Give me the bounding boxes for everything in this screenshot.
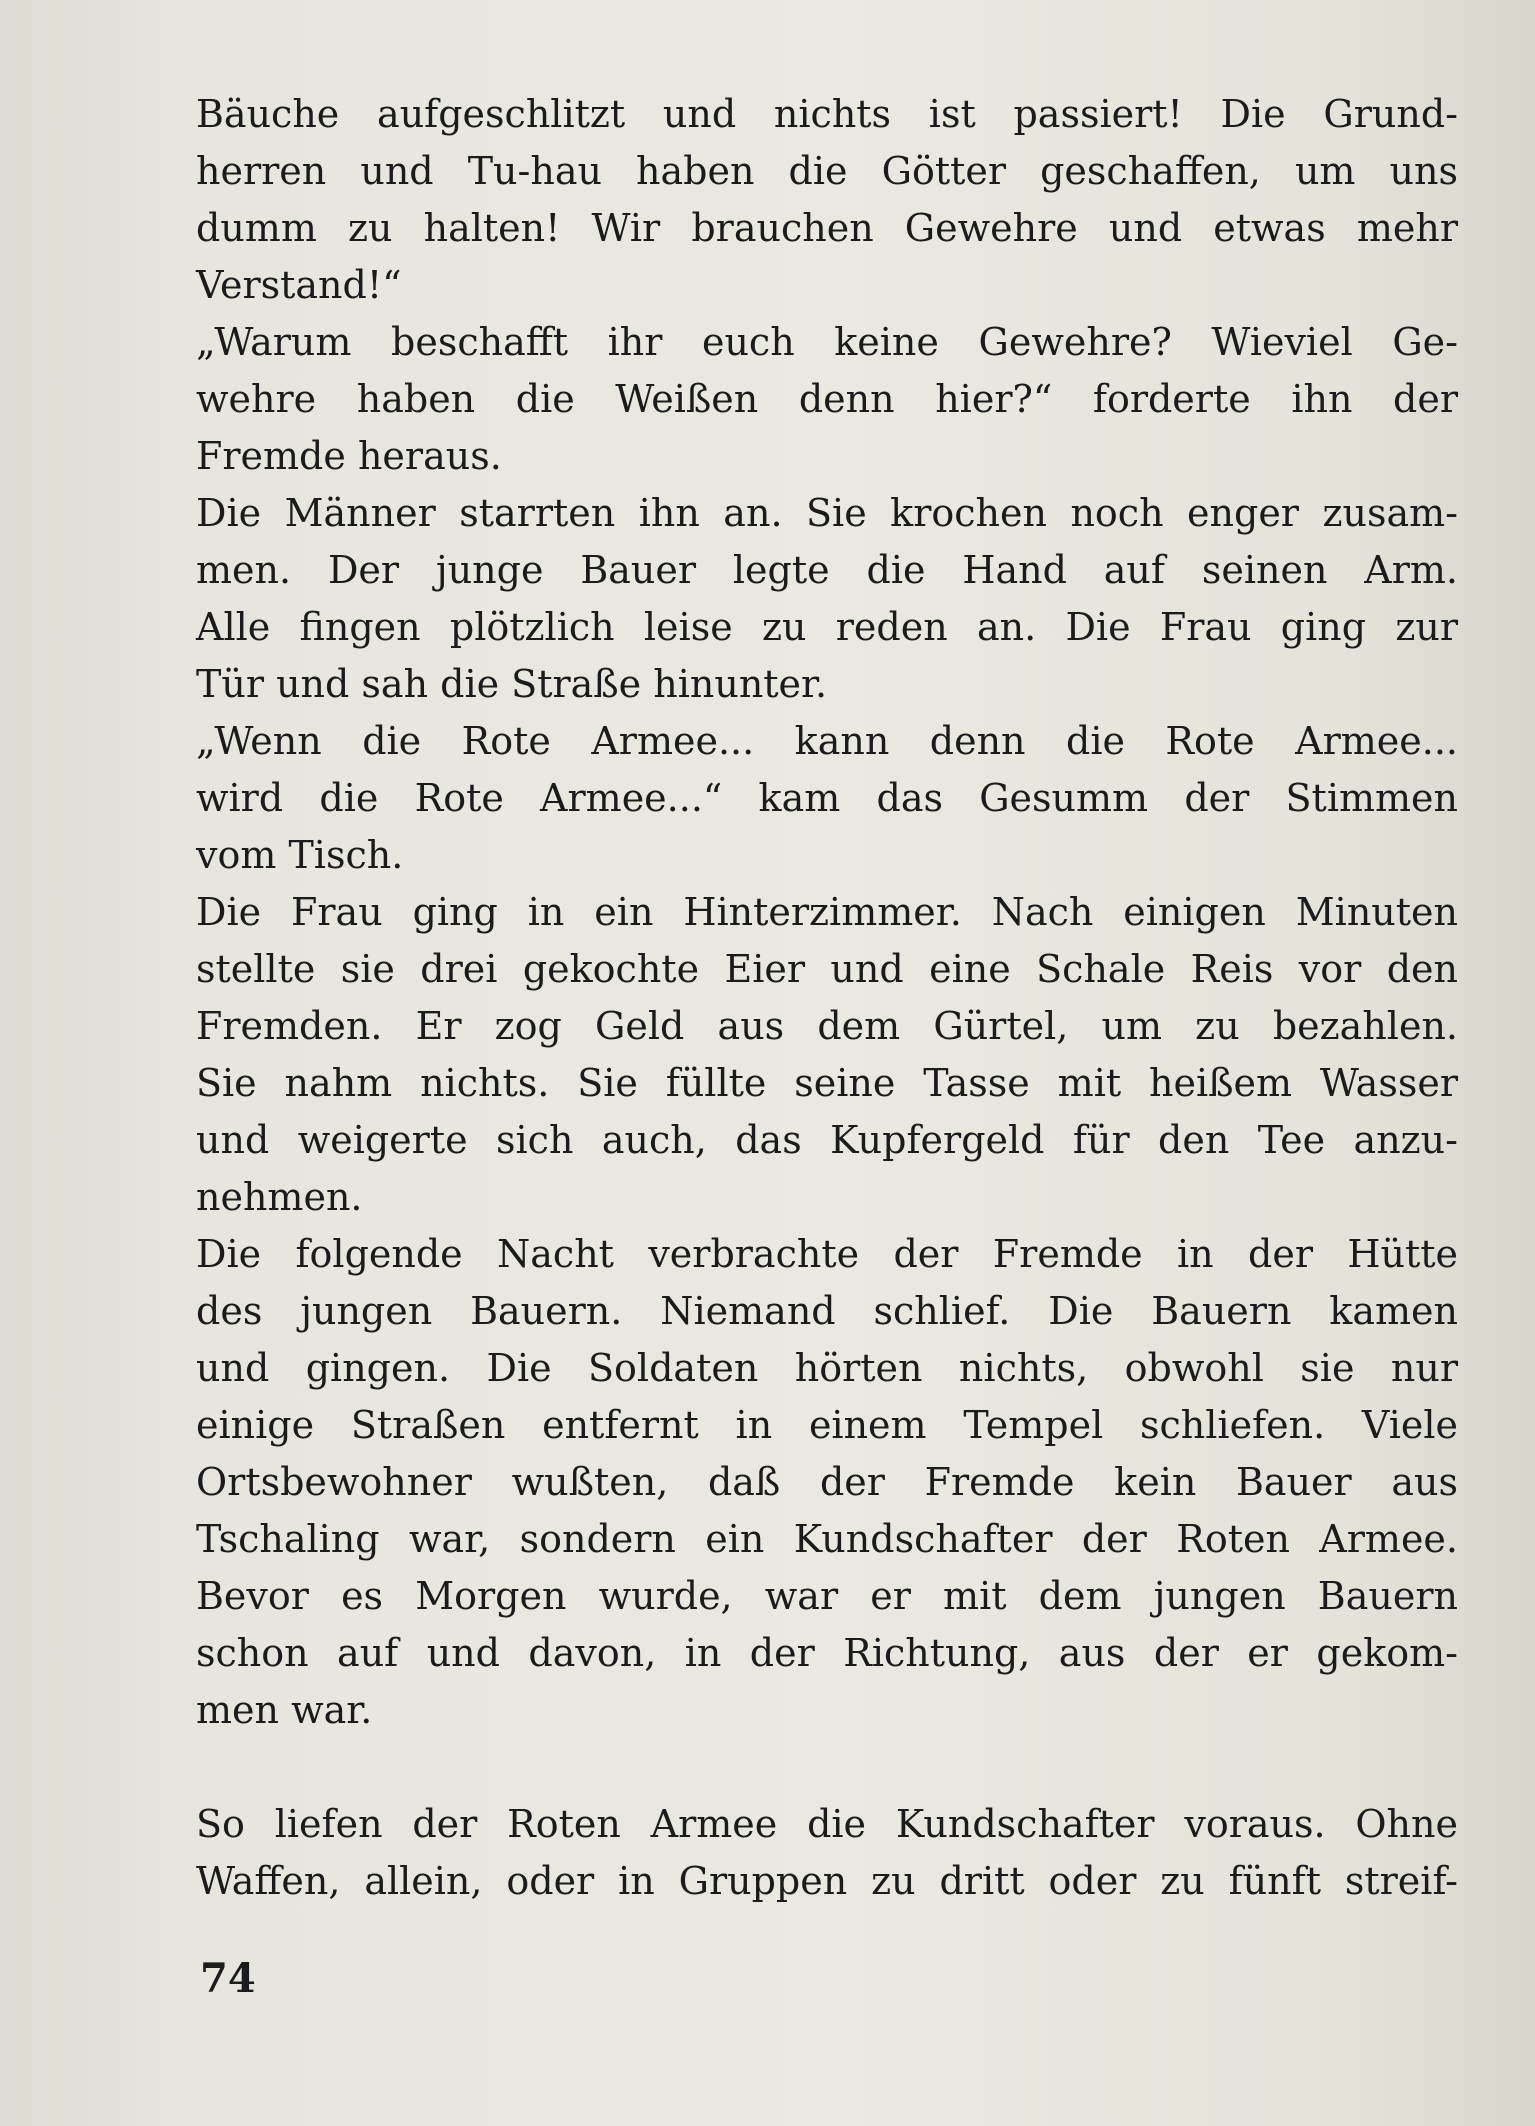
text-line: men. Der junge Bauer legte die Hand auf seinen Arm.	[196, 548, 1458, 592]
text-line: stellte sie drei gekochte Eier und eine Schale Reis vor den	[196, 947, 1458, 991]
text-section-2	[196, 1796, 1458, 1910]
text-line: Bäuche aufgeschlitzt und nichts ist passiert! Die Grund-	[196, 92, 1458, 136]
text-line: wehre haben die Weißen denn hier?“ forderte ihn der	[196, 377, 1458, 421]
text-section-1	[196, 86, 1458, 1739]
text-line: dumm zu halten! Wir brauchen Gewehre und etwas mehr	[196, 206, 1458, 250]
text-line: Verstand!“	[196, 263, 402, 307]
text-line: und gingen. Die Soldaten hörten nichts, obwohl sie nur	[196, 1346, 1458, 1390]
text-line: „Wenn die Rote Armee... kann denn die Rote Armee...	[196, 719, 1458, 763]
text-line: Alle fingen plötzlich leise zu reden an. Die Frau ging zur	[196, 605, 1458, 649]
text-line: Bevor es Morgen wurde, war er mit dem jungen Bauern	[196, 1574, 1458, 1618]
text-line: Tür und sah die Straße hinunter.	[196, 662, 828, 706]
text-line: schon auf und davon, in der Richtung, aus der er gekom-	[196, 1631, 1458, 1675]
text-line: Ortsbewohner wußten, daß der Fremde kein Bauer aus	[196, 1460, 1458, 1504]
text-line: Waffen, allein, oder in Gruppen zu dritt oder zu fünft streif-	[196, 1859, 1458, 1903]
text-line: Fremden. Er zog Geld aus dem Gürtel, um zu bezahlen.	[196, 1004, 1458, 1048]
text-line: Fremde heraus.	[196, 434, 502, 478]
text-line: men war.	[196, 1688, 373, 1732]
text-line: Die Männer starrten ihn an. Sie krochen noch enger zusam-	[196, 491, 1458, 535]
text-line: vom Tisch.	[196, 833, 404, 877]
text-line: herren und Tu-hau haben die Götter geschaffen, um uns	[196, 149, 1458, 193]
text-line: „Warum beschafft ihr euch keine Gewehre? Wieviel Ge-	[196, 320, 1458, 364]
text-line: wird die Rote Armee...“ kam das Gesumm der Stimmen	[196, 776, 1458, 820]
text-line: Die Frau ging in ein Hinterzimmer. Nach einigen Minuten	[196, 890, 1458, 934]
text-line: So liefen der Roten Armee die Kundschafter voraus. Ohne	[196, 1802, 1458, 1846]
text-line: des jungen Bauern. Niemand schlief. Die Bauern kamen	[196, 1289, 1458, 1333]
page-number: 74	[200, 1955, 256, 2002]
text-line: Tschaling war, sondern ein Kundschafter der Roten Armee.	[196, 1517, 1458, 1561]
text-line: Sie nahm nichts. Sie füllte seine Tasse mit heißem Wasser	[196, 1061, 1458, 1105]
text-line: nehmen.	[196, 1175, 363, 1219]
text-line: und weigerte sich auch, das Kupfergeld für den Tee anzu-	[196, 1118, 1458, 1162]
section-break	[196, 1739, 1458, 1796]
text-line: einige Straßen entfernt in einem Tempel schliefen. Viele	[196, 1403, 1458, 1447]
body-text	[196, 86, 1458, 1910]
text-line: Die folgende Nacht verbrachte der Fremde in der Hütte	[196, 1232, 1458, 1276]
